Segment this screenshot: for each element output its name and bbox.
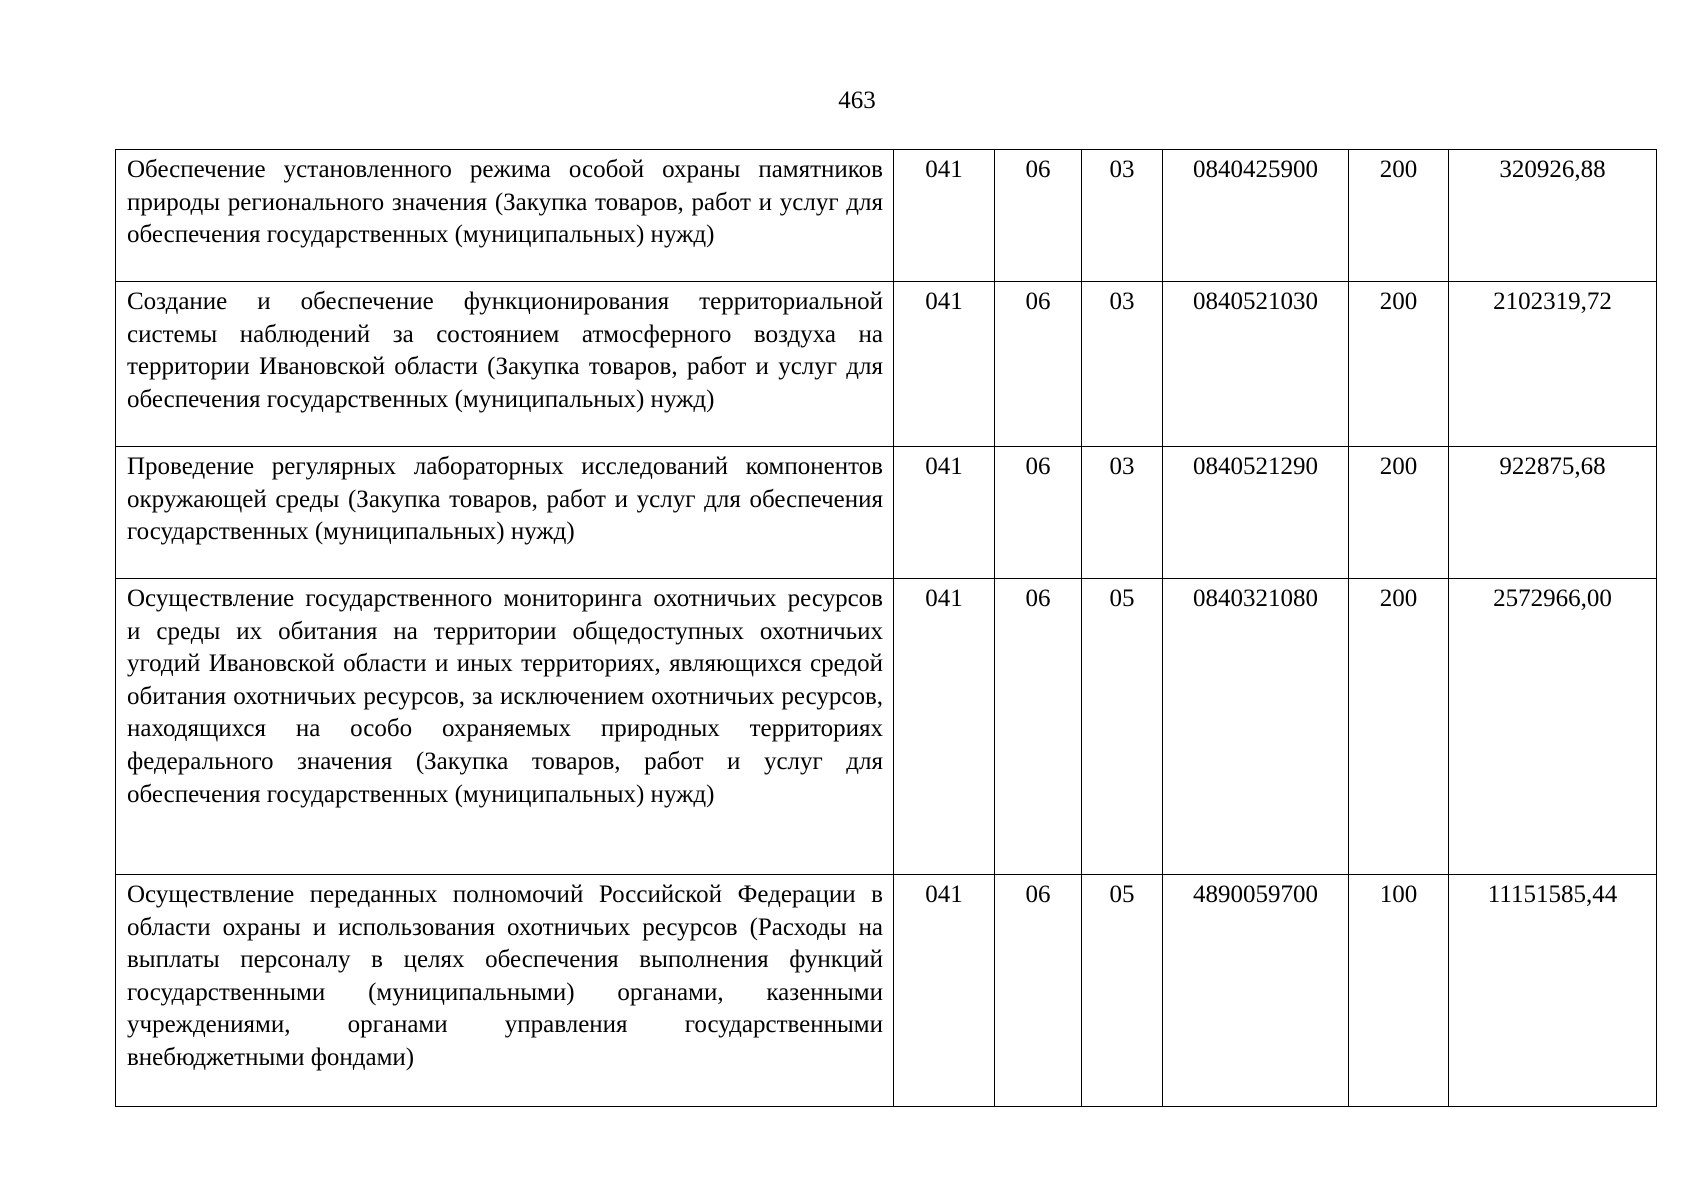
- table-row: [116, 447, 1657, 579]
- row-description: Создание и обеспечение функционирования территориальной системы наблюдений за состоянием атмосферного воздуха на территории Ивановской области (Закупка товаров, работ и услуг для обеспечения государственных (муниципальных) нужд): [116, 282, 894, 447]
- section-code: 06: [995, 579, 1082, 875]
- row-description: Обеспечение установленного режима особой охраны памятников природы регионального значения (Закупка товаров, работ и услуг для обеспечения государственных (муниципальных) нужд): [116, 150, 894, 282]
- ministry-code: 041: [894, 150, 995, 282]
- amount-value: 922875,68: [1449, 447, 1657, 579]
- target-article-code: 0840321080: [1163, 579, 1349, 875]
- target-article-code: 0840521290: [1163, 447, 1349, 579]
- expense-type-code: 200: [1349, 150, 1449, 282]
- section-code: 06: [995, 875, 1082, 1107]
- ministry-code: 041: [894, 579, 995, 875]
- table-row: [116, 150, 1657, 282]
- subsection-code: 05: [1082, 579, 1163, 875]
- amount-value: 2102319,72: [1449, 282, 1657, 447]
- subsection-code: 03: [1082, 447, 1163, 579]
- subsection-code: 05: [1082, 875, 1163, 1107]
- expense-type-code: 200: [1349, 282, 1449, 447]
- table-row: [116, 282, 1657, 447]
- row-description: Осуществление государственного мониторинга охотничьих ресурсов и среды их обитания на территории общедоступных охотничьих угодий Ивановской области и иных территориях, являющихся средой обитания охотничьих ресурсов, за исключением охотничьих ресурсов, находящихся на особо охраняемых природных территориях федерального значения (Закупка товаров, работ и услуг для обеспечения государственных (муниципальных) нужд): [116, 579, 894, 875]
- target-article-code: 4890059700: [1163, 875, 1349, 1107]
- target-article-code: 0840425900: [1163, 150, 1349, 282]
- subsection-code: 03: [1082, 150, 1163, 282]
- expense-type-code: 200: [1349, 579, 1449, 875]
- ministry-code: 041: [894, 447, 995, 579]
- page-number: 463: [838, 87, 876, 114]
- row-description: Осуществление переданных полномочий Российской Федерации в области охраны и использования охотничьих ресурсов (Расходы на выплаты персоналу в целях обеспечения выполнения функций государственными (муниципальными) органами, казенными учреждениями, органами управления государственными внебюджетными фондами): [116, 875, 894, 1107]
- expense-type-code: 100: [1349, 875, 1449, 1107]
- expense-type-code: 200: [1349, 447, 1449, 579]
- section-code: 06: [995, 150, 1082, 282]
- subsection-code: 03: [1082, 282, 1163, 447]
- ministry-code: 041: [894, 282, 995, 447]
- table-row: [116, 579, 1657, 875]
- ministry-code: 041: [894, 875, 995, 1107]
- amount-value: 320926,88: [1449, 150, 1657, 282]
- table-row: [116, 875, 1657, 1107]
- budget-table: [115, 149, 1657, 1107]
- row-description: Проведение регулярных лабораторных исследований компонентов окружающей среды (Закупка товаров, работ и услуг для обеспечения государственных (муниципальных) нужд): [116, 447, 894, 579]
- section-code: 06: [995, 447, 1082, 579]
- target-article-code: 0840521030: [1163, 282, 1349, 447]
- amount-value: 2572966,00: [1449, 579, 1657, 875]
- amount-value: 11151585,44: [1449, 875, 1657, 1107]
- section-code: 06: [995, 282, 1082, 447]
